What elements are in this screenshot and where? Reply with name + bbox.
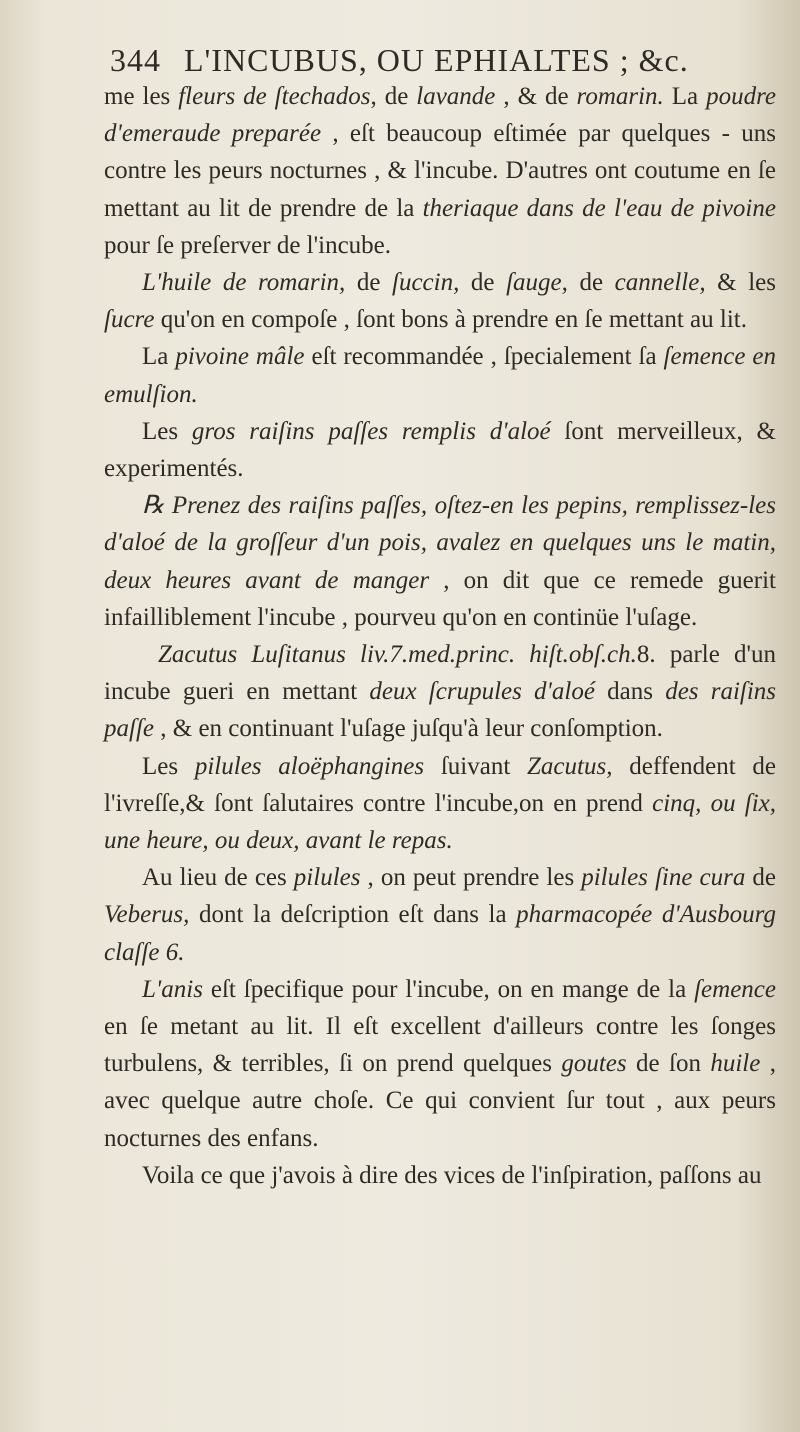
italic-run: pharmacopée d'Ausbourg claſſe 6. (104, 901, 776, 966)
italic-run: Veberus, (104, 901, 190, 929)
italic-run: ℞ Prenez des raiſins paſſes, oſtez-en les pepins, remplissez-les d'aloé de la groſſeur d'un pois, avalez en quelques uns le matin, deux heures avant de manger (104, 492, 776, 594)
text-run: pour ſe preſerver de l'incube. (104, 231, 392, 259)
text-run: Les (142, 417, 192, 445)
text-run: Les (142, 752, 195, 780)
italic-run: fleurs de ſtechados (178, 83, 371, 110)
text-run: Au lieu de ces (142, 864, 294, 892)
text-run: La (663, 83, 707, 110)
text-run: de (567, 269, 615, 297)
italic-run: ſemence en emulſion. (104, 343, 776, 408)
text-run: de ſon (626, 1050, 711, 1078)
text-run: , & de (495, 83, 577, 110)
italic-run: des raiſins paſſe (104, 678, 777, 743)
text-run: , eſt beaucoup eſtimée par quelques - uns contre les peurs nocturnes , & l'incube. D'autres ont coutume en ſe mettant au lit de prendre de la (104, 120, 776, 222)
italic-run: Zacutus, (527, 752, 613, 780)
italic-run: deux ſcrupules d'aloé (369, 678, 595, 706)
running-title: L'INCUBUS, OU EPHIALTES ; &c. (184, 42, 689, 78)
text-run: ſont merveilleux, & experimentés. (104, 417, 776, 483)
text-run: dont la deſcription eſt dans la (189, 901, 517, 929)
text-run: La (142, 343, 176, 371)
italic-run: huile (710, 1050, 761, 1078)
italic-run: cinq, ou ſix, une heure, ou deux, avant le repas. (104, 789, 777, 855)
text-run: , & en continuant l'uſage juſqu'à leur conſomption. (154, 715, 663, 743)
italic-run: poudre d'emeraude preparée (104, 83, 776, 148)
text-run: de (745, 864, 776, 892)
italic-run: pilules ſine cura (581, 864, 746, 892)
paragraph-9 (104, 971, 776, 1157)
paragraph-10 (104, 1157, 776, 1194)
text-run: dans (594, 678, 666, 706)
paragraph-7 (104, 748, 776, 860)
paragraph-1 (104, 78, 776, 264)
italic-run: ſemence (694, 975, 776, 1003)
paragraph-3 (104, 338, 776, 412)
italic-run: ſuccin, (392, 269, 460, 297)
paragraph-4 (104, 413, 776, 487)
text-run: deffendent de l'ivreſſe,& ſont ſalutaires contre l'incube,on en prend (104, 752, 776, 817)
italic-run: ſucre (104, 306, 155, 334)
italic-run: pilules (293, 864, 361, 892)
page-number: 344 (110, 42, 161, 78)
text-run: eſt recommandée , ſpecialement ſa (304, 343, 664, 371)
text-run: qu'on en compoſe , ſont bons à prendre en ſe mettant au lit. (154, 306, 747, 334)
text-run: eſt ſpecifique pour l'incube, on en mange de la (202, 975, 695, 1003)
text-run: me les (104, 83, 179, 110)
text-run: , de (370, 83, 417, 110)
text-run: , on peut prendre les (360, 864, 582, 892)
italic-run: pilules aloëphangines (194, 752, 425, 780)
text-run: en ſe metant au lit. Il eſt excellent d'ailleurs contre les ſonges turbulens, & terribles, ſi on prend quelques (104, 1013, 776, 1078)
italic-run: ſauge, (506, 269, 568, 297)
italic-run: L'huile de romarin, (142, 269, 346, 297)
paragraph-5 (104, 487, 776, 636)
italic-run: cannelle, (614, 269, 706, 297)
text-run: , on dit que ce remede guerit infailliblement l'incube , pourveu qu'on en continüe l'uſage. (104, 566, 776, 631)
italic-run: goutes (561, 1050, 627, 1078)
paragraph-8 (104, 859, 776, 971)
text-run: Voila ce que j'avois à dire des vices de l'inſpiration, paſſons au (142, 1161, 762, 1189)
text-run: & les (705, 269, 776, 297)
text-run: , avec quelque autre choſe. Ce qui convient ſur tout , aux peurs nocturnes des enfans. (104, 1050, 777, 1152)
italic-run: romarin. (576, 83, 664, 110)
text-run: de (345, 269, 393, 297)
page-body (104, 78, 776, 1194)
paragraph-2 (104, 264, 776, 338)
italic-run: theriaque dans de l'eau de pivoine (422, 194, 776, 222)
running-header (110, 42, 750, 79)
paragraph-6 (104, 636, 776, 748)
italic-run: gros raiſins paſſes remplis d'aloé (191, 417, 551, 445)
text-run: 8. parle d'un incube gueri en mettant (104, 641, 777, 706)
italic-run: pivoine mâle (175, 343, 305, 371)
italic-run: lavande (416, 83, 496, 110)
text-run: ſuivant (424, 752, 528, 780)
italic-run: L'anis (142, 975, 203, 1003)
italic-run: Zacutus Luſitanus liv.7.med.princ. hiſt.obſ.ch. (158, 641, 637, 669)
text-run: de (459, 269, 507, 297)
